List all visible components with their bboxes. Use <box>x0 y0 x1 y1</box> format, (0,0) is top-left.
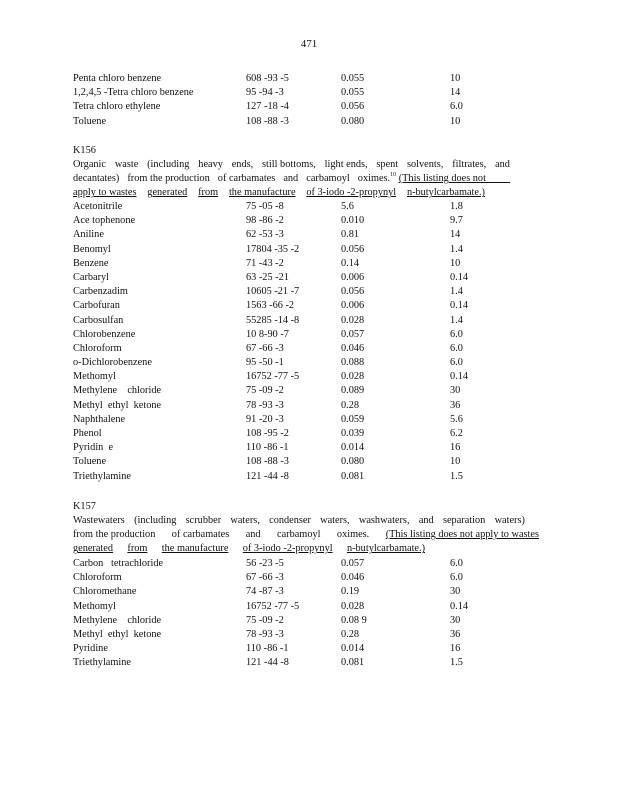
word: from the production <box>127 173 210 185</box>
word: apply to wastes <box>73 187 137 199</box>
constituent-name: Carbon tetrachloride <box>73 558 164 569</box>
table-row <box>73 628 510 642</box>
nonwastewater-value: 6.0 <box>450 342 463 354</box>
wastewater-value: 0.028 <box>341 371 365 383</box>
word: filtrates, <box>452 159 487 170</box>
table-row <box>73 470 510 484</box>
table-row <box>73 86 510 100</box>
table-row <box>73 214 510 228</box>
word <box>358 172 510 186</box>
table-row <box>73 72 510 86</box>
table-row <box>73 614 510 628</box>
cas-number: 75 -09 -2 <box>246 385 284 397</box>
word: waste <box>114 159 139 170</box>
constituent-name: Carbofuran <box>73 300 120 312</box>
nonwastewater-value: 16 <box>450 442 461 454</box>
wastewater-value: 0.080 <box>341 456 365 468</box>
table-row <box>73 413 510 427</box>
word: washwaters, <box>358 515 410 526</box>
nonwastewater-value: 5.6 <box>450 413 463 425</box>
word: from <box>198 187 219 199</box>
underline-extension <box>486 172 510 183</box>
wastewater-value: 0.057 <box>341 558 365 569</box>
word: condenser <box>269 515 311 526</box>
word: and <box>283 173 299 185</box>
word: waters, <box>320 515 350 526</box>
nonwastewater-value: 6.2 <box>450 428 463 439</box>
cas-number: 10 8-90 -7 <box>246 328 289 340</box>
word: n-butylcarbamate.) <box>406 187 485 199</box>
table-row <box>73 228 510 242</box>
cas-number: 78 -93 -3 <box>246 399 284 411</box>
word: separation <box>442 515 486 526</box>
listing-note: (This listing does not apply to wastes <box>385 529 539 541</box>
constituent-name: Aniline <box>73 229 104 241</box>
table-row <box>73 370 510 384</box>
wastewater-value: 0.006 <box>341 271 365 283</box>
wastewater-value: 0.088 <box>341 357 365 369</box>
constituent-name: Phenol <box>73 428 102 439</box>
nonwastewater-value: 6.0 <box>450 101 463 113</box>
word: scrubber <box>185 515 222 526</box>
word: light ends, <box>324 159 368 170</box>
cas-number: 10605 -21 -7 <box>246 286 300 298</box>
nonwastewater-value: 6.0 <box>450 328 463 340</box>
wastewater-value: 0.046 <box>341 572 365 584</box>
wastewater-value: 0.19 <box>341 586 360 598</box>
cas-number: 16752 -77 -5 <box>246 371 300 383</box>
cas-number: 67 -66 -3 <box>246 342 284 354</box>
table-row <box>73 600 510 614</box>
wastewater-value: 0.28 <box>341 628 360 640</box>
constituent-name: Carbosulfan <box>73 314 124 326</box>
word: (including <box>147 159 190 170</box>
word: of 3-iodo -2-propynyl <box>306 187 397 199</box>
word: n-butylcarbamate.) <box>346 543 425 555</box>
wastewater-value: 5.6 <box>341 201 354 212</box>
cas-number: 121 -44 -8 <box>246 657 289 669</box>
wastewater-value: 0.81 <box>341 229 360 241</box>
nonwastewater-value: 16 <box>450 643 461 655</box>
cas-number: 108 -88 -3 <box>246 115 289 127</box>
constituent-name: Methyl ethyl ketone <box>73 628 162 640</box>
cas-number: 74 -87 -3 <box>246 586 284 598</box>
word: of 3-iodo -2-propynyl <box>242 543 333 555</box>
word: still bottoms, <box>262 159 316 170</box>
word: spent <box>376 159 399 170</box>
k156-description <box>73 158 510 201</box>
word: carbamoyl <box>277 529 321 541</box>
constituent-name: Triethylamine <box>73 470 131 482</box>
word: carbamoyl <box>306 173 350 185</box>
word: generated <box>147 187 188 199</box>
constituent-name: Acetonitrile <box>73 201 123 212</box>
table-row <box>73 115 510 129</box>
table-row <box>73 285 510 299</box>
table-row <box>73 299 510 313</box>
cas-number: 108 -88 -3 <box>246 456 289 468</box>
cas-number: 91 -20 -3 <box>246 413 284 425</box>
table-row <box>73 243 510 257</box>
nonwastewater-value: 6.0 <box>450 357 463 369</box>
nonwastewater-value: 36 <box>450 399 461 411</box>
constituent-name: Methomyl <box>73 600 116 612</box>
nonwastewater-value: 0.14 <box>450 271 469 283</box>
description-line <box>73 158 510 172</box>
constituent-name: Methyl ethyl ketone <box>73 399 162 411</box>
word: (including <box>134 515 177 526</box>
table-row <box>73 100 510 114</box>
constituent-name: 1,2,4,5 -Tetra chloro benzene <box>73 87 194 99</box>
wastewater-value: 0.08 9 <box>341 614 367 626</box>
wastewater-value: 0.080 <box>341 115 365 127</box>
constituent-name: Methylene chloride <box>73 385 162 397</box>
nonwastewater-value: 0.14 <box>450 371 469 383</box>
table-row <box>73 399 510 413</box>
wastewater-value: 0.14 <box>341 257 360 269</box>
nonwastewater-value: 6.0 <box>450 558 463 569</box>
nonwastewater-value: 1.5 <box>450 657 463 669</box>
nonwastewater-value: 9.7 <box>450 215 463 227</box>
wastewater-value: 0.006 <box>341 300 365 312</box>
table-row <box>73 342 510 356</box>
cas-number: 110 -86 -1 <box>246 643 289 655</box>
page-number: 471 <box>300 38 318 50</box>
cas-number: 608 -93 -5 <box>246 73 289 84</box>
wastewater-value: 0.059 <box>341 413 365 425</box>
table-row <box>73 314 510 328</box>
constituent-name: Benomyl <box>73 243 111 255</box>
k157-table <box>73 557 510 671</box>
constituent-name: Carbenzadim <box>73 286 128 298</box>
constituent-name: Methomyl <box>73 371 116 383</box>
wastewater-value: 0.28 <box>341 399 360 411</box>
nonwastewater-value: 10 <box>450 115 461 127</box>
table-row <box>73 571 510 585</box>
word: of carbamates <box>217 173 276 185</box>
table-row <box>73 455 510 469</box>
cas-number: 110 -86 -1 <box>246 442 289 454</box>
k156-table <box>73 200 510 484</box>
wastewater-value: 0.056 <box>341 243 365 255</box>
table-row <box>73 427 510 441</box>
wastewater-value: 0.028 <box>341 314 365 326</box>
table-row <box>73 356 510 370</box>
constituent-name: Carbaryl <box>73 271 110 283</box>
cas-number: 67 -66 -3 <box>246 572 284 584</box>
wastewater-value: 0.046 <box>341 342 365 354</box>
word: oximes. <box>336 529 370 541</box>
table-row <box>73 384 510 398</box>
constituent-name: Naphthalene <box>73 413 126 425</box>
k157-description <box>73 514 539 557</box>
word: Organic <box>73 159 106 170</box>
table-row <box>73 257 510 271</box>
cas-number: 55285 -14 -8 <box>246 314 300 326</box>
word: and <box>418 515 434 526</box>
cas-number: 75 -09 -2 <box>246 614 284 626</box>
word: decantates) <box>73 173 120 185</box>
table-row <box>73 441 510 455</box>
word: of carbamates <box>171 529 230 541</box>
nonwastewater-value: 1.4 <box>450 314 463 326</box>
word: waters, <box>230 515 260 526</box>
word: solvents, <box>407 159 444 170</box>
cas-number: 108 -95 -2 <box>246 428 289 439</box>
wastewater-value: 0.014 <box>341 442 365 454</box>
table-row <box>73 200 510 214</box>
nonwastewater-value: 14 <box>450 87 461 99</box>
cas-number: 121 -44 -8 <box>246 470 289 482</box>
word: the manufacture <box>161 543 229 555</box>
word: waters) <box>494 515 525 526</box>
constituent-name: Penta chloro benzene <box>73 73 162 84</box>
wastewater-value: 0.056 <box>341 101 365 113</box>
constituent-name: Chlorobenzene <box>73 328 136 340</box>
wastewater-value: 0.081 <box>341 470 365 482</box>
nonwastewater-value: 30 <box>450 385 461 397</box>
word: ends, <box>231 159 254 170</box>
constituent-name: Chloroform <box>73 342 122 354</box>
nonwastewater-value: 1.5 <box>450 470 463 482</box>
nonwastewater-value: 6.0 <box>450 572 463 584</box>
constituent-name: Chloromethane <box>73 586 137 598</box>
nonwastewater-value: 1.8 <box>450 201 463 212</box>
nonwastewater-value: 10 <box>450 456 461 468</box>
cas-number: 16752 -77 -5 <box>246 600 300 612</box>
description-line <box>73 186 485 200</box>
wastewater-value: 0.055 <box>341 87 365 99</box>
waste-code-k157: K157 <box>73 501 96 512</box>
wastewater-value: 0.056 <box>341 286 365 298</box>
wastewater-value: 0.055 <box>341 73 365 84</box>
constituent-name: Toluene <box>73 115 107 127</box>
table-row <box>73 656 510 670</box>
table-row <box>73 585 510 599</box>
nonwastewater-value: 0.14 <box>450 300 469 312</box>
wastewater-value: 0.057 <box>341 328 365 340</box>
wastewater-value: 0.081 <box>341 657 365 669</box>
footnote-marker: 10 <box>390 172 397 179</box>
cas-number: 95 -50 -1 <box>246 357 284 369</box>
word: and <box>245 529 261 541</box>
top-table <box>73 72 510 129</box>
nonwastewater-value: 14 <box>450 229 461 241</box>
cas-number: 75 -05 -8 <box>246 201 284 212</box>
table-row <box>73 642 510 656</box>
constituent-name: Pyridine <box>73 643 108 655</box>
nonwastewater-value: 0.14 <box>450 600 469 612</box>
waste-code-k156: K156 <box>73 145 96 156</box>
description-line <box>73 514 525 528</box>
cas-number: 56 -23 -5 <box>246 558 284 569</box>
nonwastewater-value: 36 <box>450 628 461 640</box>
listing-note: (This listing does not <box>398 173 486 185</box>
cas-number: 71 -43 -2 <box>246 257 284 269</box>
constituent-name: Benzene <box>73 257 109 269</box>
cas-number: 17804 -35 -2 <box>246 243 300 255</box>
table-row <box>73 328 510 342</box>
table-row <box>73 557 510 571</box>
oximes-word: oximes. <box>357 173 391 185</box>
cas-number: 95 -94 -3 <box>246 87 284 99</box>
word: generated <box>73 543 114 555</box>
word: heavy <box>198 159 223 170</box>
word: Wastewaters <box>73 515 125 526</box>
cas-number: 1563 -66 -2 <box>246 300 295 312</box>
cas-number: 78 -93 -3 <box>246 628 284 640</box>
cas-number: 62 -53 -3 <box>246 229 284 241</box>
table-row <box>73 271 510 285</box>
nonwastewater-value: 30 <box>450 614 461 626</box>
description-line <box>73 528 539 542</box>
constituent-name: Toluene <box>73 456 107 468</box>
word: and <box>495 159 510 170</box>
nonwastewater-value: 10 <box>450 257 461 269</box>
constituent-name: o-Dichlorobenzene <box>73 357 152 369</box>
wastewater-value: 0.010 <box>341 215 365 227</box>
word: the manufacture <box>228 187 296 199</box>
nonwastewater-value: 1.4 <box>450 243 463 255</box>
cas-number: 98 -86 -2 <box>246 215 284 227</box>
nonwastewater-value: 30 <box>450 586 461 598</box>
constituent-name: Methylene chloride <box>73 614 162 626</box>
word: from <box>127 543 148 555</box>
description-line <box>73 172 510 186</box>
nonwastewater-value: 1.4 <box>450 286 463 298</box>
constituent-name: Tetra chloro ethylene <box>73 101 161 113</box>
constituent-name: Triethylamine <box>73 657 131 669</box>
cas-number: 63 -25 -21 <box>246 271 289 283</box>
wastewater-value: 0.089 <box>341 385 365 397</box>
constituent-name: Chloroform <box>73 572 122 584</box>
word: from the production <box>73 529 156 541</box>
constituent-name: Ace tophenone <box>73 215 136 227</box>
wastewater-value: 0.039 <box>341 428 365 439</box>
cas-number: 127 -18 -4 <box>246 101 289 113</box>
wastewater-value: 0.028 <box>341 600 365 612</box>
wastewater-value: 0.014 <box>341 643 365 655</box>
description-line <box>73 542 425 556</box>
nonwastewater-value: 10 <box>450 73 461 84</box>
constituent-name: Pyridin e <box>73 442 114 454</box>
